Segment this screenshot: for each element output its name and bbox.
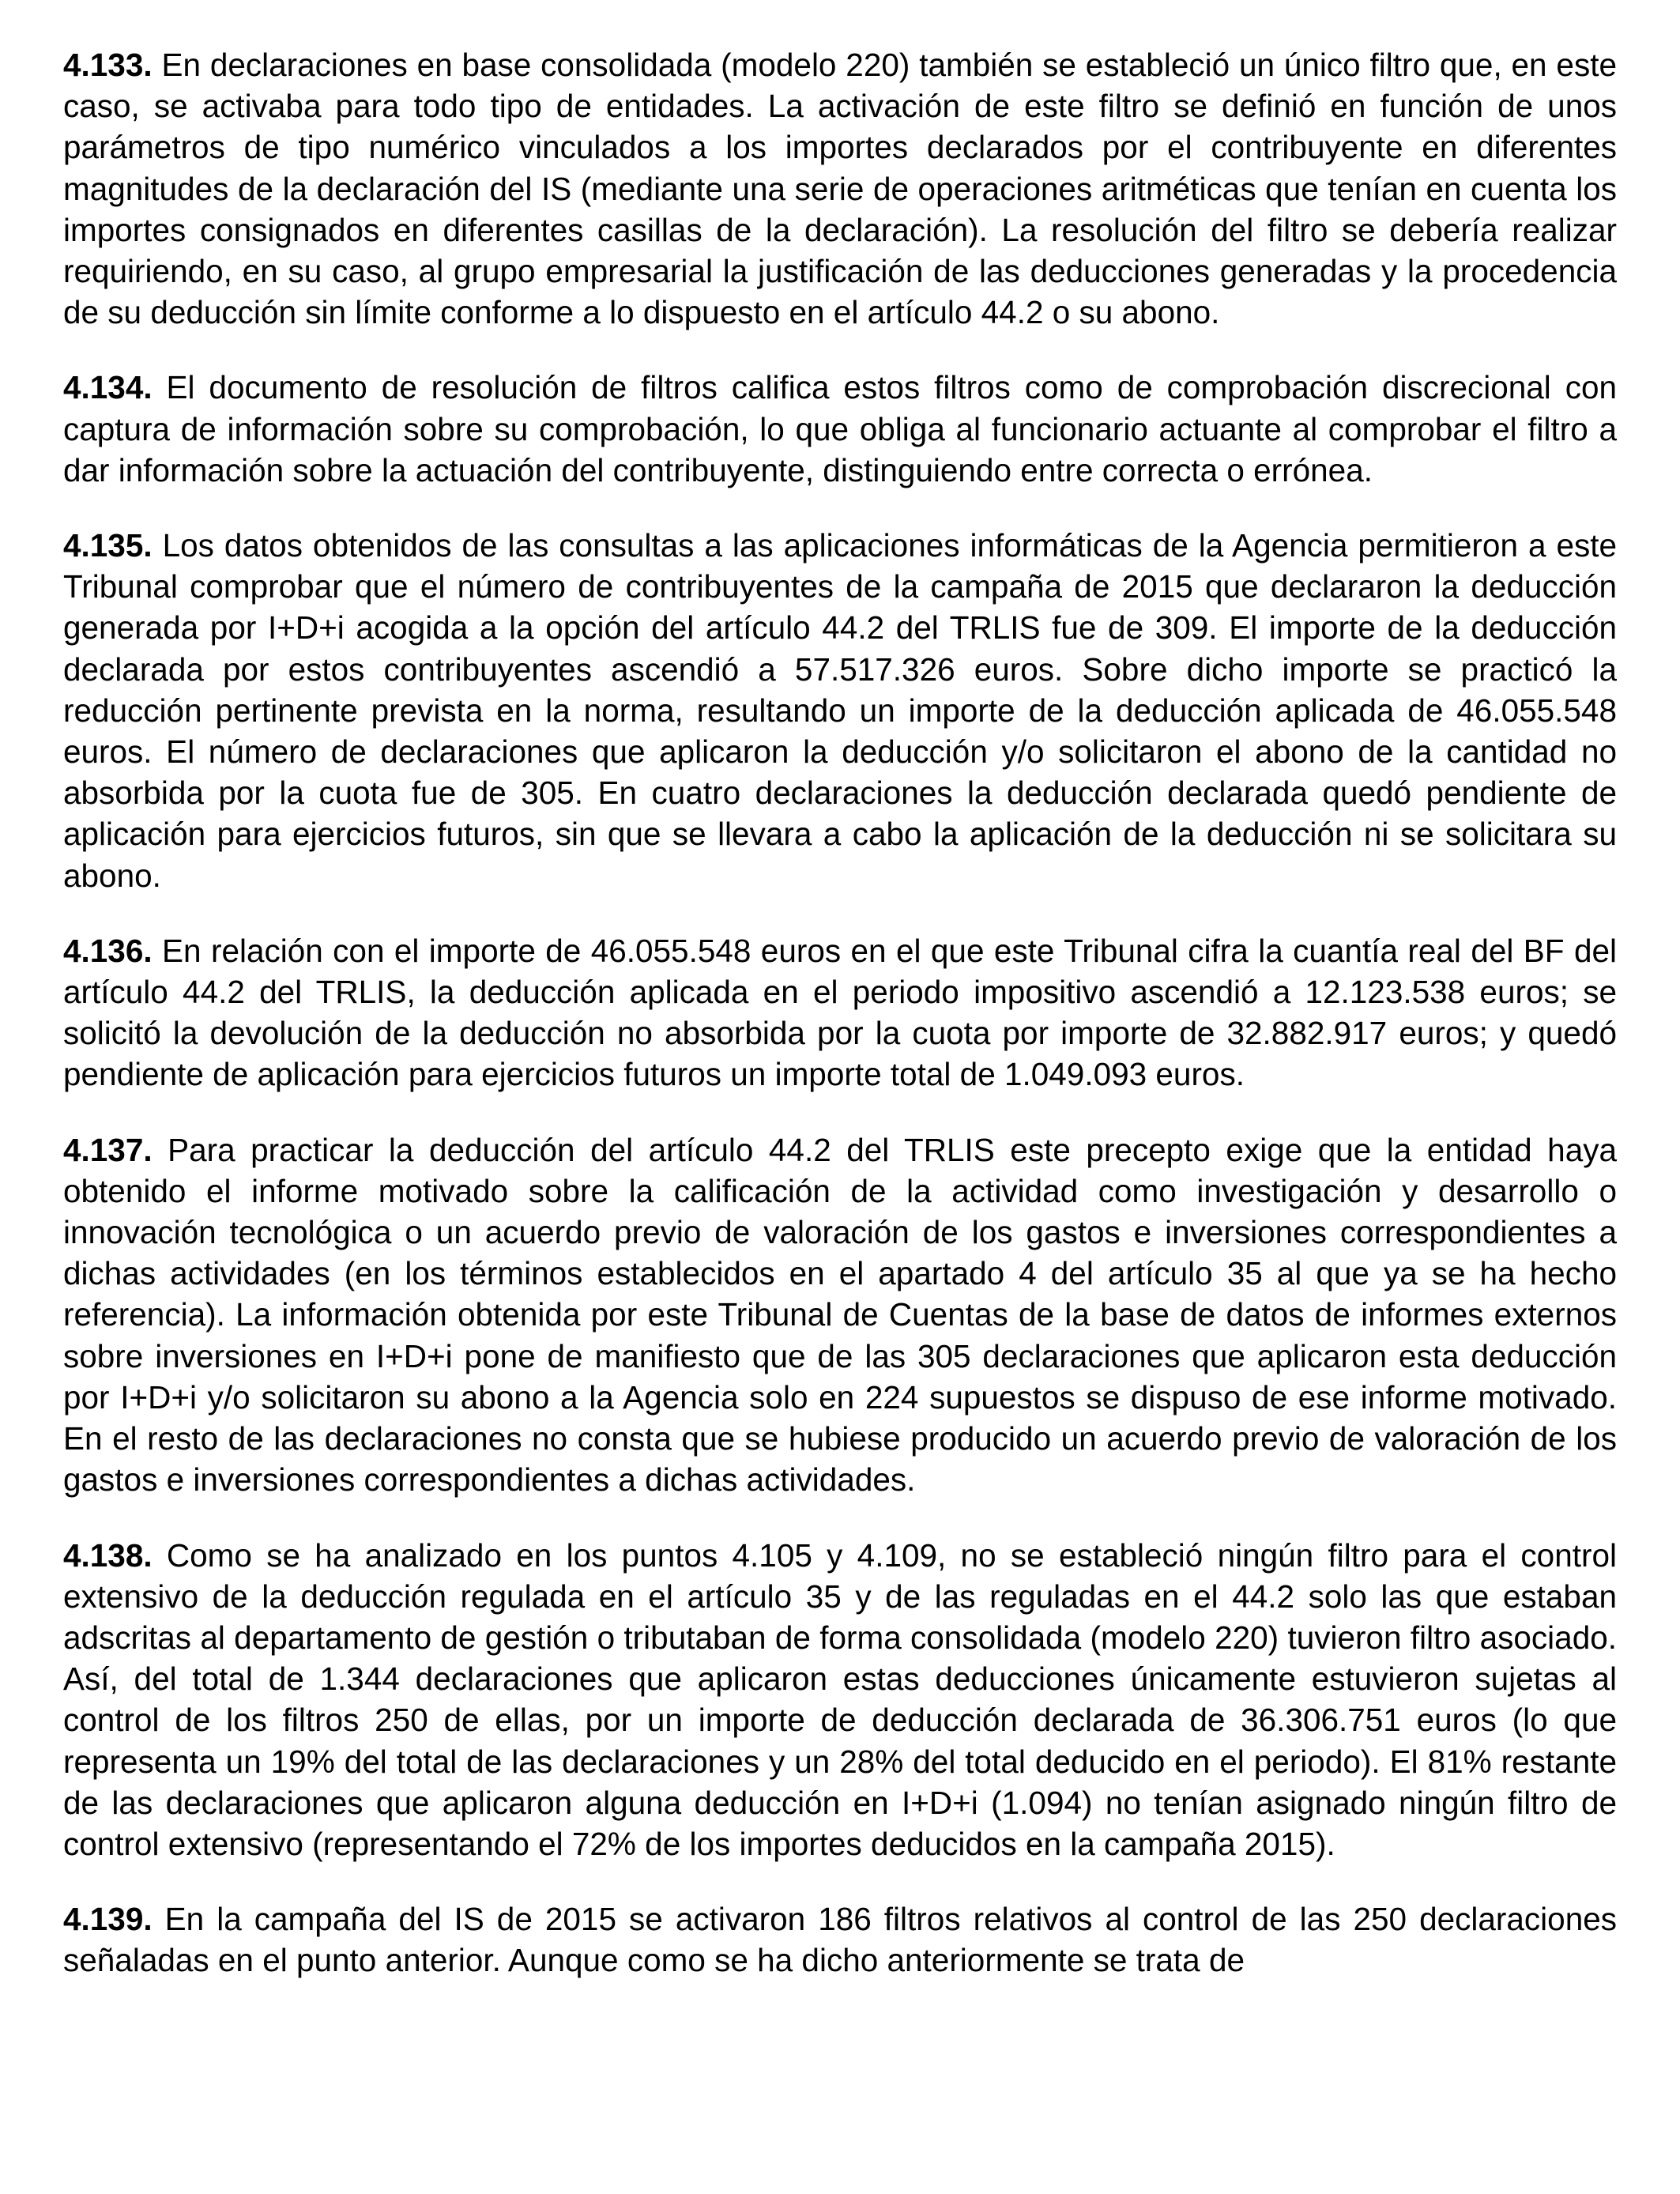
paragraph-text: Los datos obtenidos de las consultas a las aplicaciones informáticas de la Agencia permitieron a este Tribunal comprobar que el número de contribuyentes de la campaña de 2015 que declararon la deducción generada por I+D+i acogida a la opción del artículo 44.2 del TRLIS fue de 309. El importe de la deducción declarada por estos contribuyentes ascendió a 57.517.326 euros. Sobre dicho importe se practicó la reducción pertinente prevista en la norma, resultando un importe de la deducción aplicada de 46.055.548 euros. El número de declaraciones que aplicaron la deducción y/o solicitaron el abono de la cantidad no absorbida por la cuota fue de 305. En cuatro declaraciones la deducción declarada quedó pendiente de aplicación para ejercicios futuros, sin que se llevara a cabo la aplicación de la deducción ni se solicitara su abono. — [63, 527, 1617, 894]
paragraph-4-137 — [63, 1129, 1617, 1501]
paragraph-number: 4.133. — [63, 47, 153, 83]
paragraph-4-135 — [63, 525, 1617, 896]
paragraph-number: 4.137. — [63, 1131, 153, 1168]
paragraph-4-139 — [63, 1898, 1617, 1981]
paragraph-text: Para practicar la deducción del artículo 44.2 del TRLIS este precepto exige que la entidad haya obtenido el informe motivado sobre la calificación de la actividad como investigación y desarrollo o innovación tecnológica o un acuerdo previo de valoración de los gastos e inversiones correspondientes a dichas actividades (en los términos establecidos en el apartado 4 del artículo 35 al que ya se ha hecho referencia). La información obtenida por este Tribunal de Cuentas de la base de datos de informes externos sobre inversiones en I+D+i pone de manifiesto que de las 305 declaraciones que aplicaron esta deducción por I+D+i y/o solicitaron su abono a la Agencia solo en 224 supuestos se dispuso de ese informe motivado. En el resto de las declaraciones no consta que se hubiese producido un acuerdo previo de valoración de los gastos e inversiones correspondientes a dichas actividades. — [63, 1131, 1617, 1498]
document-page — [63, 44, 1617, 2015]
paragraph-text: Como se ha analizado en los puntos 4.105 y 4.109, no se estableció ningún filtro para el control extensivo de la deducción regulada en el artículo 35 y de las reguladas en el 44.2 solo las que estaban adscritas al departamento de gestión o tributaban de forma consolidada (modelo 220) tuvieron filtro asociado. Así, del total de 1.344 declaraciones que aplicaron estas deducciones únicamente estuvieron sujetas al control de los filtros 250 de ellas, por un importe de deducción declarada de 36.306.751 euros (lo que representa un 19% del total de las declaraciones y un 28% del total deducido en el periodo). El 81% restante de las declaraciones que aplicaron alguna deducción en I+D+i (1.094) no tenían asignado ningún filtro de control extensivo (representando el 72% de los importes deducidos en la campaña 2015). — [63, 1536, 1617, 1862]
paragraph-number: 4.134. — [63, 369, 153, 406]
paragraph-text: En declaraciones en base consolidada (modelo 220) también se estableció un único filtro que, en este caso, se activaba para todo tipo de entidades. La activación de este filtro se definió en función de unos parámetros de tipo numérico vinculados a los importes declarados por el contribuyente en diferentes magnitudes de la declaración del IS (mediante una serie de operaciones aritméticas que tenían en cuenta los importes consignados en diferentes casillas de la declaración). La resolución del filtro se debería realizar requiriendo, en su caso, al grupo empresarial la justificación de las deducciones generadas y la procedencia de su deducción sin límite conforme a lo dispuesto en el artículo 44.2 o su abono. — [63, 47, 1617, 331]
paragraph-4-133 — [63, 44, 1617, 333]
paragraph-number: 4.139. — [63, 1901, 153, 1938]
paragraph-text: En relación con el importe de 46.055.548 euros en el que este Tribunal cifra la cuantía real del BF del artículo 44.2 del TRLIS, la deducción aplicada en el periodo impositivo ascendió a 12.123.538 euros; se solicitó la devolución de la deducción no absorbida por la cuota por importe de 32.882.917 euros; y quedó pendiente de aplicación para ejercicios futuros un importe total de 1.049.093 euros. — [63, 932, 1617, 1093]
paragraph-4-136 — [63, 930, 1617, 1095]
paragraph-text: El documento de resolución de filtros califica estos filtros como de comprobación discrecional con captura de información sobre su comprobación, lo que obliga al funcionario actuante al comprobar el filtro a dar información sobre la actuación del contribuyente, distinguiendo entre correcta o errónea. — [63, 369, 1617, 488]
paragraph-text: En la campaña del IS de 2015 se activaron 186 filtros relativos al control de las 250 declaraciones señaladas en el punto anterior. Aunque como se ha dicho anteriormente se trata de — [63, 1901, 1617, 1979]
paragraph-number: 4.136. — [63, 932, 153, 969]
paragraph-number: 4.135. — [63, 527, 153, 564]
paragraph-4-134 — [63, 367, 1617, 491]
paragraph-4-138 — [63, 1535, 1617, 1865]
paragraph-number: 4.138. — [63, 1536, 153, 1574]
